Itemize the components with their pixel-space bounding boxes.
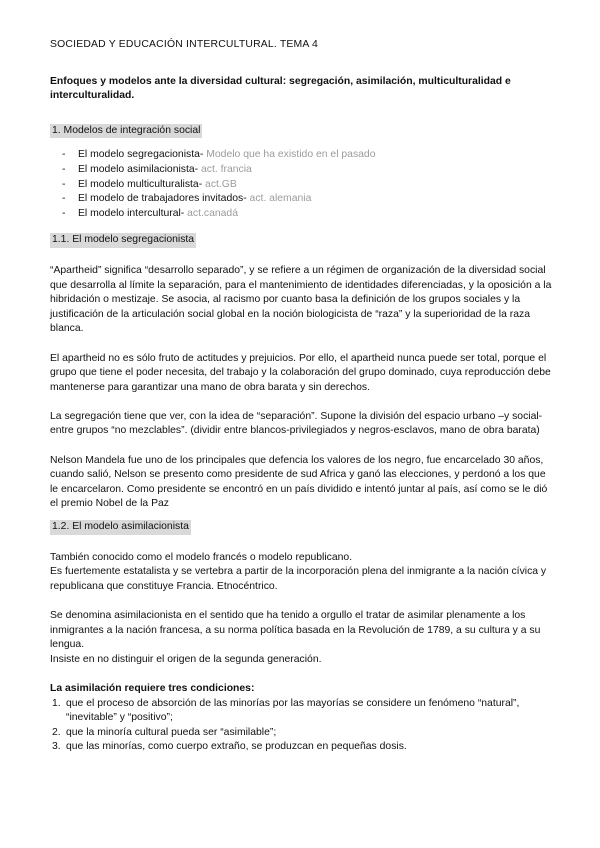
paragraph-apartheid-total: El apartheid no es sólo fruto de actitudes y prejuicios. Por ello, el apartheid nunca puede ser total, porque el grupo que tiene el poder necesita, del trabajo y la colaboración del grupo dominado, cuya reproducción debe mantenerse para garantizar una mano de obra barata y sin derechos. <box>50 352 551 393</box>
item-label: El modelo multiculturalista- <box>78 178 203 190</box>
item-note: act. francia <box>198 163 252 175</box>
paragraph-apartheid: “Apartheid” significa “desarrollo separado”, y se refiere a un régimen de organización de la diversidad social que desarrolla al límite la separación, para el mantenimiento de identidades diferenciadas, y la oposición a la hibridación o mestizaje. Se asocia, al racismo por cuanto basa la definición de los grupos sociales y la justificación de la articulación social global en la noción biologicista de “raza” y la superioridad de la raza blanca. <box>50 264 552 335</box>
paragraph-mandela: Nelson Mandela fue uno de los principales que defencia los valores de los negro, fue encarcelado 30 años, cuando salió, Nelson se presento como presidente de sud Africa y ganó las elecciones, y perdonó a los que le encarcelaron. Como presidente se encontró en un país dividido e intentó juntar al país, así como se le dió el premio Nobel de la Paz <box>50 454 548 510</box>
item-label: El modelo intercultural- <box>78 207 185 219</box>
item-note: Modelo que ha existido en el pasado <box>203 149 376 161</box>
item-note: act. alemania <box>246 193 312 205</box>
paragraph-asimilacion-intro: También conocido como el modelo francés o modelo republicano. <box>50 551 353 563</box>
item-label: El modelo segregacionista- <box>78 149 204 161</box>
models-list <box>50 148 552 221</box>
dash-bullet-icon: - <box>62 193 66 205</box>
dash-bullet-icon: - <box>62 163 66 175</box>
section-heading-1: 1. Modelos de integración social <box>50 124 202 139</box>
dash-bullet-icon: - <box>62 178 66 190</box>
condition-text: que la minoría cultural pueda ser “asimilable”; <box>66 726 277 738</box>
item-note: act.GB <box>202 178 237 190</box>
paragraph-asimilacion-estatalista: Es fuertemente estatalista y se vertebra a partir de la incorporación plena del inmigrante a la nación cívica y republicana que constituye Francia. Etnocéntrico. <box>50 566 547 592</box>
item-label: El modelo asimilacionista- <box>78 163 199 175</box>
list-item <box>62 148 552 163</box>
condition-number: 1. <box>52 697 61 709</box>
item-label: El modelo de trabajadores invitados- <box>78 193 247 205</box>
paragraph-asimilacion-definicion: Se denomina asimilacionista en el sentido que ha tenido a orgullo el tratar de asimilar plenamente a los inmigrantes a la nación francesa, a su norma política basada en la Revolución de 1789, a su cultura y a su lengua. <box>50 610 541 651</box>
list-item <box>50 697 552 726</box>
section-heading-1-2: 1.2. El modelo asimilacionista <box>50 520 191 535</box>
section-heading-1-1: 1.1. El modelo segregacionista <box>50 233 196 248</box>
item-note: act.canadá <box>184 207 238 219</box>
condition-number: 2. <box>52 726 61 738</box>
list-item <box>62 207 552 222</box>
paragraph-segunda-generacion: Insiste en no distinguir el origen de la segunda generación. <box>50 653 322 665</box>
list-item <box>50 740 552 755</box>
paragraph-segregacion: La segregación tiene que ver, con la idea de “separación”. Supone la división del espacio urbano –y social- entre grupos “no mezclables”. (dividir entre blancos-privilegiados y negros-esclavos, mano de obra barata) <box>50 410 543 437</box>
list-item <box>62 163 552 178</box>
condition-text: que las minorías, como cuerpo extraño, se produzcan en pequeñas dosis. <box>66 741 407 753</box>
conditions-list <box>50 697 552 755</box>
document-header: SOCIEDAD Y EDUCACIÓN INTERCULTURAL. TEMA 4 <box>50 39 319 50</box>
document-title: Enfoques y modelos ante la diversidad cultural: segregación, asimilación, multiculturalidad e interculturalidad. <box>50 75 511 102</box>
condition-number: 3. <box>52 741 61 753</box>
list-item <box>62 178 552 193</box>
condition-text: que el proceso de absorción de las minorías por las mayorías se considere un fenómeno “natural”, “inevitable” y “positivo”; <box>66 697 520 724</box>
list-item <box>50 726 552 741</box>
list-item <box>62 192 552 207</box>
dash-bullet-icon: - <box>62 207 66 219</box>
conditions-heading: La asimilación requiere tres condiciones: <box>50 682 255 694</box>
dash-bullet-icon: - <box>62 149 66 161</box>
